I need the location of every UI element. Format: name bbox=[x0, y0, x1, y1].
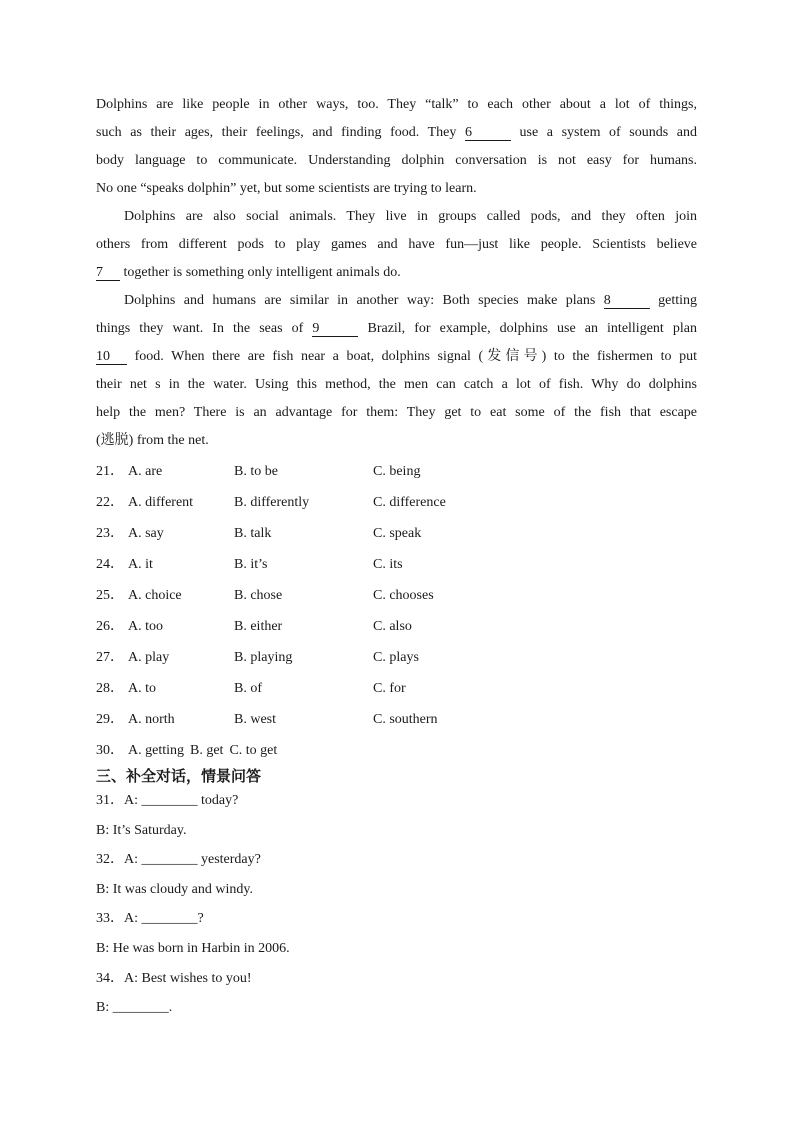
question-number: 29． bbox=[96, 712, 124, 727]
passage-paragraph bbox=[96, 91, 697, 203]
text-line bbox=[96, 231, 697, 259]
question-number: 31． bbox=[96, 793, 124, 808]
speaker-a-text: A: ________ today? bbox=[124, 793, 239, 808]
text-segment: use a system of sounds and bbox=[510, 125, 697, 140]
speaker-a-text: A: Best wishes to you! bbox=[124, 970, 252, 986]
option-b: B. to be bbox=[234, 464, 278, 479]
option-c: C. southern bbox=[373, 712, 438, 727]
question-number: 33． bbox=[96, 911, 124, 927]
dialogue-line-a bbox=[96, 786, 697, 816]
option-a: A. getting bbox=[128, 743, 184, 758]
text-segment: their net s in the water. Using this method, the men can catch a lot of fish. Why do dolphins bbox=[96, 377, 697, 392]
option-c: C. plays bbox=[373, 650, 419, 665]
option-c: C. difference bbox=[373, 495, 446, 510]
question-number: 21． bbox=[96, 464, 124, 479]
option-a: A. say bbox=[128, 526, 164, 541]
dialogue-item bbox=[96, 786, 697, 845]
question-number: 26． bbox=[96, 619, 124, 634]
dialogue-line-b: B: He was born in Harbin in 2006. bbox=[96, 940, 290, 956]
answer-blank: 10 bbox=[96, 350, 127, 365]
dialogue-line-a bbox=[96, 964, 697, 994]
text-line bbox=[96, 259, 697, 287]
text-segment: No one “speaks dolphin” yet, but some scientists are trying to learn. bbox=[96, 181, 477, 196]
dialogue-line-b: B: It’s Saturday. bbox=[96, 822, 187, 838]
option-a: A. to bbox=[128, 681, 156, 696]
option-c: C. chooses bbox=[373, 588, 434, 603]
option-b: B. get bbox=[190, 743, 224, 758]
question-row bbox=[96, 580, 697, 611]
text-segment: together is something only intelligent animals do. bbox=[120, 265, 401, 280]
answer-blank: 9 bbox=[312, 322, 358, 337]
text-segment: Dolphins are like people in other ways, too. They “talk” to each other about a lot of things, bbox=[96, 97, 697, 112]
text-segment: getting bbox=[649, 293, 698, 308]
question-row bbox=[96, 704, 697, 735]
option-b: B. either bbox=[234, 619, 283, 634]
option-a: A. north bbox=[128, 712, 175, 727]
option-a: A. it bbox=[128, 557, 153, 572]
text-line bbox=[96, 427, 697, 455]
answer-blank: 8 bbox=[604, 294, 650, 309]
option-a: A. too bbox=[128, 619, 163, 634]
text-line bbox=[96, 147, 697, 175]
option-a: A. different bbox=[128, 495, 194, 510]
option-c: C. for bbox=[373, 681, 406, 696]
option-a: A. are bbox=[128, 464, 163, 479]
answer-blank: 7 bbox=[96, 266, 120, 281]
answer-blank: 6 bbox=[465, 126, 511, 141]
text-line bbox=[96, 203, 697, 231]
question-row bbox=[96, 642, 697, 673]
question-number: 34． bbox=[96, 970, 124, 986]
text-segment: food. When there are fish near a boat, dolphins signal (发信号) to the fishermen to put bbox=[127, 349, 697, 364]
question-number: 23． bbox=[96, 526, 124, 541]
dialogue-item bbox=[96, 904, 697, 963]
passage-paragraph bbox=[96, 203, 697, 287]
section-heading: 三、补全对话，情景问答 bbox=[96, 767, 262, 785]
option-c: C. also bbox=[373, 619, 412, 634]
text-line bbox=[96, 287, 697, 315]
question-row bbox=[96, 735, 697, 766]
question-row bbox=[96, 673, 697, 704]
option-c: C. being bbox=[373, 464, 421, 479]
question-number: 22． bbox=[96, 495, 124, 510]
text-line bbox=[96, 371, 697, 399]
text-line bbox=[96, 343, 697, 371]
option-b: B. differently bbox=[234, 495, 310, 510]
question-number: 25． bbox=[96, 588, 124, 603]
text-line bbox=[96, 315, 697, 343]
speaker-a-text: A: ________? bbox=[124, 911, 204, 927]
text-segment: body language to communicate. Understanding dolphin conversation is not easy for humans. bbox=[96, 153, 697, 168]
option-c: C. to get bbox=[229, 743, 278, 758]
text-line bbox=[96, 175, 697, 203]
text-segment: such as their ages, their feelings, and finding food. They bbox=[96, 125, 465, 140]
text-segment: Dolphins and humans are similar in another way: Both species make plans bbox=[124, 293, 604, 308]
text-line bbox=[96, 399, 697, 427]
text-segment: Dolphins are also social animals. They live in groups called pods, and they often join bbox=[124, 209, 697, 224]
question-number: 24． bbox=[96, 557, 124, 572]
question-number: 27． bbox=[96, 650, 124, 665]
option-b: B. of bbox=[234, 681, 262, 696]
question-number: 32． bbox=[96, 852, 124, 868]
option-b: B. west bbox=[234, 712, 276, 727]
text-segment: things they want. In the seas of bbox=[96, 321, 313, 336]
question-number: 28． bbox=[96, 681, 124, 696]
page-content bbox=[96, 91, 697, 1023]
question-row bbox=[96, 518, 697, 549]
multiple-choice-questions bbox=[96, 456, 697, 766]
text-segment: help the men? There is an advantage for them: They get to eat some of the fish that escape bbox=[96, 405, 697, 420]
dialogue-line-a bbox=[96, 845, 697, 875]
question-row bbox=[96, 456, 697, 487]
option-a: A. play bbox=[128, 650, 170, 665]
option-b: B. it’s bbox=[234, 557, 268, 572]
text-line bbox=[96, 119, 697, 147]
dialogue-line-b: B: It was cloudy and windy. bbox=[96, 881, 253, 897]
option-c: C. its bbox=[373, 557, 403, 572]
question-row bbox=[96, 549, 697, 580]
dialogue-line-a bbox=[96, 904, 697, 934]
reading-passage bbox=[96, 91, 697, 455]
text-segment: (逃脱) from the net. bbox=[96, 433, 209, 448]
dialogue-item bbox=[96, 845, 697, 904]
question-row bbox=[96, 611, 697, 642]
dialogue-questions bbox=[96, 786, 697, 1023]
option-b: B. talk bbox=[234, 526, 272, 541]
option-a: A. choice bbox=[128, 588, 182, 603]
text-segment: others from different pods to play games and have fun—just like people. Scientists believe bbox=[96, 237, 697, 252]
option-b: B. playing bbox=[234, 650, 293, 665]
text-segment: Brazil, for example, dolphins use an intelligent plan bbox=[358, 321, 697, 336]
option-c: C. speak bbox=[373, 526, 422, 541]
question-row bbox=[96, 487, 697, 518]
passage-paragraph bbox=[96, 287, 697, 455]
dialogue-line-b: B: ________. bbox=[96, 1000, 173, 1016]
option-b: B. chose bbox=[234, 588, 283, 603]
text-line bbox=[96, 91, 697, 119]
dialogue-item bbox=[96, 964, 697, 1023]
speaker-a-text: A: ________ yesterday? bbox=[124, 852, 261, 868]
question-number: 30． bbox=[96, 743, 124, 758]
